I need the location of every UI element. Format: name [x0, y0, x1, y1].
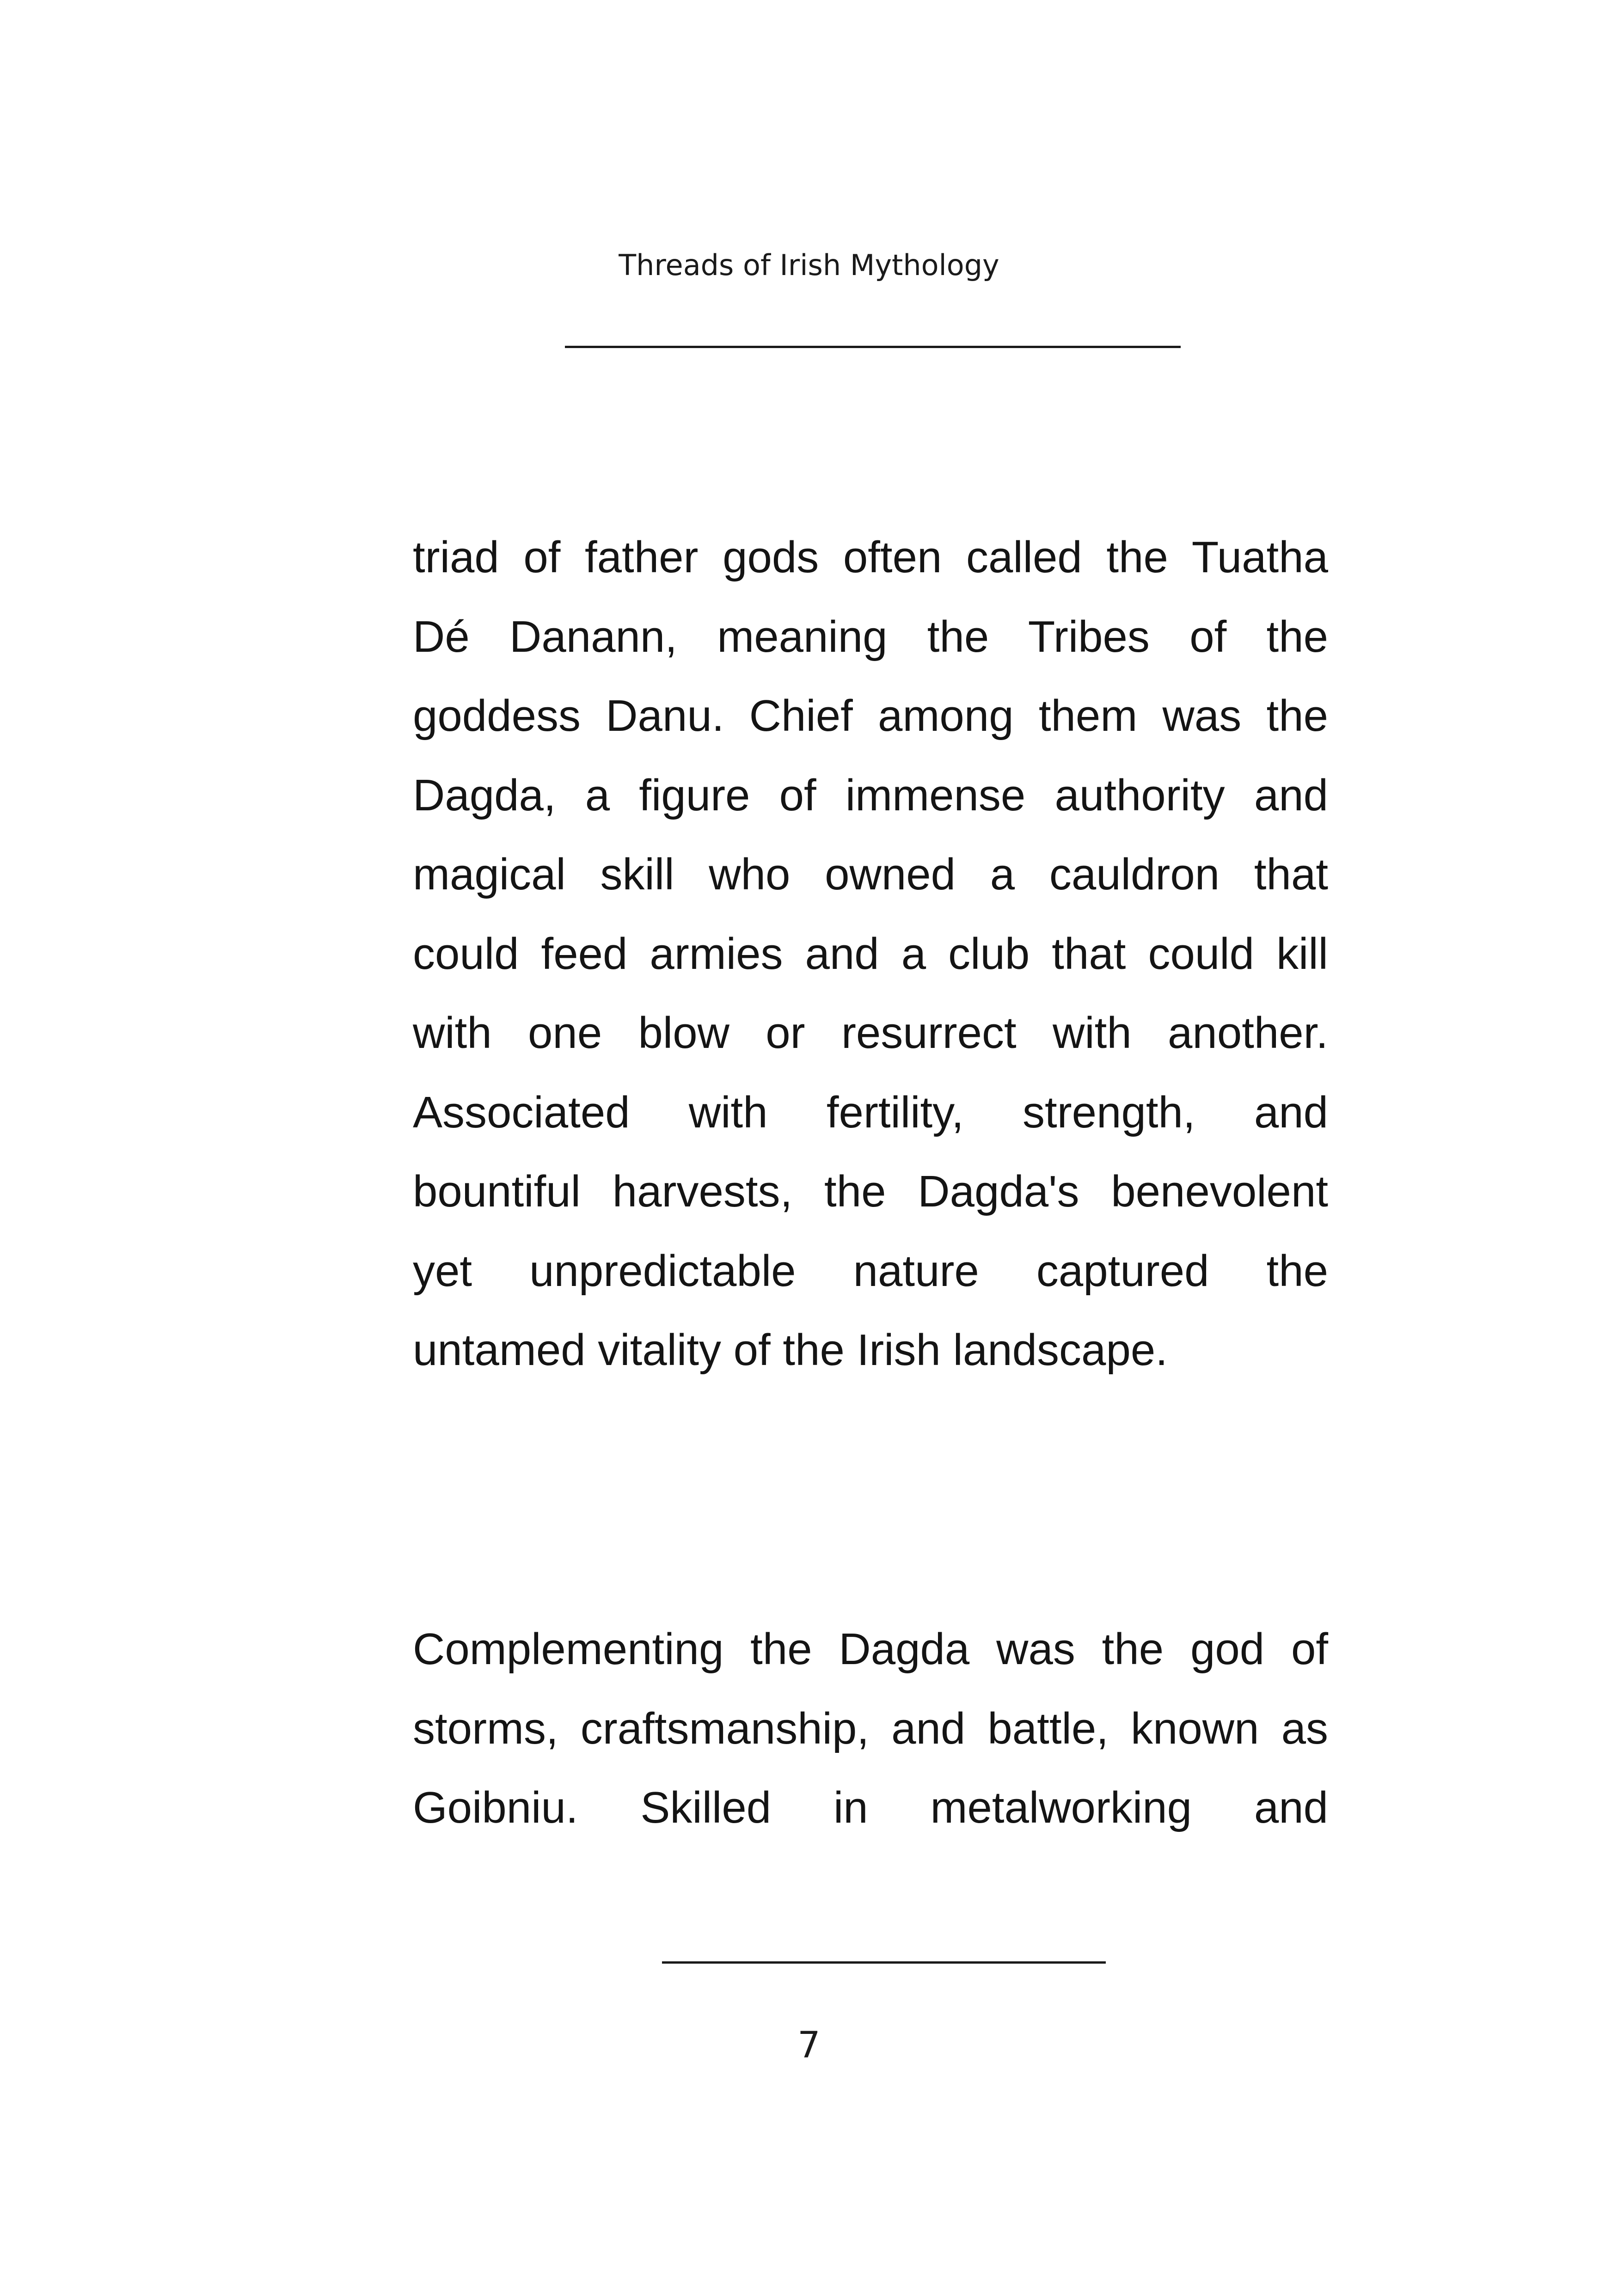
text-line: Associated with fertility, strength, and — [413, 1087, 1328, 1137]
text-line: with one blow or resurrect with another. — [413, 1008, 1328, 1058]
text-line: goddess Danu. Chief among them was the — [413, 691, 1328, 741]
text-line: could feed armies and a club that could kill — [413, 929, 1328, 979]
text-line: triad of father gods often called the Tuatha — [413, 533, 1328, 582]
header-rule — [565, 346, 1181, 348]
text-line: storms, craftsmanship, and battle, known as — [413, 1703, 1328, 1753]
page-number: 7 — [797, 2025, 821, 2066]
text-line: Goibniu. Skilled in metalworking and — [413, 1783, 1328, 1832]
text-line: bountiful harvests, the Dagda's benevolent — [413, 1167, 1328, 1216]
text-line: Dagda, a figure of immense authority and — [413, 770, 1328, 820]
footer-rule — [662, 1961, 1106, 1964]
text-line: Dé Danann, meaning the Tribes of the — [413, 612, 1328, 661]
running-header: Threads of Irish Mythology — [619, 248, 999, 282]
text-line: Complementing the Dagda was the god of — [413, 1624, 1328, 1674]
text-line: yet unpredictable nature captured the — [413, 1246, 1328, 1296]
text-line: untamed vitality of the Irish landscape. — [413, 1325, 1168, 1375]
text-line: magical skill who owned a cauldron that — [413, 850, 1328, 899]
body-paragraph-1 — [413, 518, 1328, 1390]
body-paragraph-2 — [413, 1610, 1328, 1848]
